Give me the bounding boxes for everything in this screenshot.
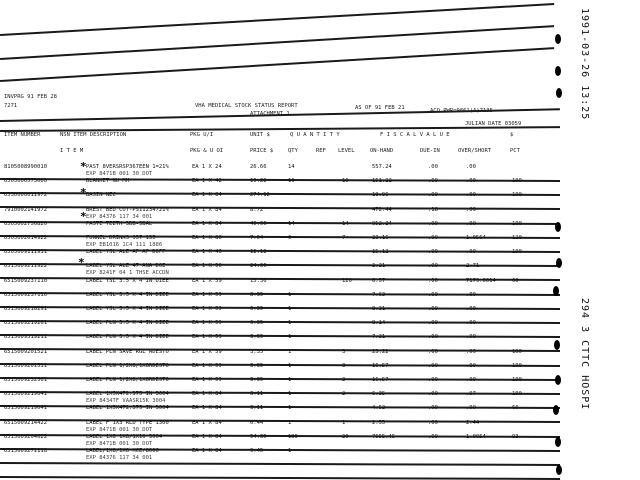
due-in-value: .00 bbox=[428, 320, 438, 327]
item-description: LABEL YSL 3.5 X 4 IN DIEE bbox=[86, 277, 169, 284]
rule-line bbox=[0, 363, 560, 367]
on-hand-value: 557.24 bbox=[372, 164, 392, 170]
quantity: 1 bbox=[288, 320, 292, 327]
over-short-value: .00 bbox=[466, 306, 476, 312]
feed-hole bbox=[553, 286, 559, 296]
quantity: 135 bbox=[288, 433, 298, 440]
unit-price: 3.35 bbox=[250, 362, 264, 369]
percent: 60 bbox=[512, 405, 519, 412]
on-hand-value: 151.22 bbox=[372, 178, 392, 185]
item-number: 6515009319211 bbox=[4, 334, 48, 341]
package-unit: EA 1 X 59 bbox=[192, 320, 222, 327]
rule-line bbox=[0, 334, 560, 341]
item-description: LABEL PLN 1/2X8/1X8RDESTO bbox=[86, 377, 169, 383]
column-header: PKG U/I bbox=[190, 132, 214, 138]
item-number: 6515009204622 bbox=[4, 433, 48, 440]
due-in-value: .00 bbox=[428, 362, 438, 369]
over-short-value: .00 bbox=[466, 192, 476, 199]
column-header: UNIT $ bbox=[250, 132, 270, 138]
report-id: INVPRG 91 FEB 28 bbox=[4, 94, 57, 100]
due-in-value: .00 bbox=[428, 164, 438, 170]
item-description: LABEL 1X5X472.375 IN 3004 bbox=[86, 405, 169, 412]
item-number: 6515009219041 bbox=[4, 405, 48, 412]
item-description: LABEL PLN SAVE RGL ADESTO bbox=[86, 348, 169, 355]
on-hand-value: 7.63 bbox=[372, 291, 386, 298]
over-short-value: .00 bbox=[466, 206, 476, 213]
item-number: 8105008990010 bbox=[4, 164, 48, 170]
item-number: 6515009232501 bbox=[4, 377, 48, 383]
percent: 93 bbox=[512, 433, 519, 440]
percent: 100 bbox=[512, 391, 522, 398]
code-stamp: 294 3 CTTC HOSPI bbox=[579, 298, 590, 411]
level: 3 bbox=[342, 348, 346, 355]
unit-price: 8.72 bbox=[250, 206, 264, 213]
over-short-value: .00 bbox=[466, 334, 476, 341]
report-title: VHA MEDICAL STOCK STATUS REPORT bbox=[195, 103, 298, 109]
rule-line bbox=[0, 348, 560, 352]
column-header: ITEM NUMBER bbox=[4, 132, 41, 138]
unit-price: 3.35 bbox=[250, 334, 264, 341]
column-header: Q U A N T I T Y bbox=[290, 132, 340, 138]
over-short-value: 1.0564 bbox=[466, 235, 486, 241]
due-in-value: .00 bbox=[428, 377, 438, 383]
on-hand-value: 7.31 bbox=[372, 334, 386, 341]
item-description: LABEL YSL ALE 47 ANA DOE bbox=[86, 263, 166, 270]
quantity: 1 bbox=[288, 348, 292, 355]
package-unit: EA 1 X 84 bbox=[192, 206, 222, 213]
over-short-value: .07 bbox=[466, 391, 476, 398]
quantity: 14 bbox=[288, 220, 295, 227]
on-hand-value: 16.57 bbox=[372, 377, 389, 383]
handwritten-mark: * bbox=[80, 210, 87, 223]
level: 14 bbox=[342, 220, 349, 227]
feed-hole bbox=[555, 375, 561, 385]
package-unit: EA 1 X 59 bbox=[192, 348, 222, 355]
unit-price: 3.11 bbox=[250, 391, 264, 398]
over-short-value: .00 bbox=[466, 377, 476, 383]
item-number: 6530000611972 bbox=[4, 192, 48, 199]
column-header: DUE-IN bbox=[420, 148, 440, 154]
on-hand-value: 8.14 bbox=[372, 320, 386, 327]
package-unit: EA 1 X 59 bbox=[192, 362, 222, 369]
item-description: BLANKET NU MM bbox=[86, 178, 130, 185]
item-sub-description: EXP 8241F 04 1 THSE ACCDN bbox=[86, 270, 169, 277]
rule-line bbox=[0, 405, 560, 412]
item-sub-description: EXP 8471B 001 30 DOT bbox=[86, 171, 153, 177]
column-header: F I S C A L V A L U E bbox=[380, 132, 450, 138]
percent: 100 bbox=[512, 249, 522, 256]
item-description: LABEL YSL 3.5 X 4 IN DIEE bbox=[86, 306, 169, 312]
unit-price: 3.35 bbox=[250, 377, 264, 383]
item-number: 6515009237110 bbox=[4, 291, 48, 298]
unit-price: 3.35 bbox=[250, 348, 264, 355]
percent: 100 bbox=[512, 377, 522, 383]
quantity: 1 bbox=[288, 391, 292, 398]
column-header: I T E M bbox=[60, 148, 84, 154]
item-number: 6515009218291 bbox=[4, 306, 48, 312]
column-header: LEVEL bbox=[338, 148, 355, 154]
due-in-value: .00 bbox=[428, 277, 438, 284]
rule-line bbox=[0, 476, 560, 480]
level: 2 bbox=[342, 391, 346, 398]
due-in-value: .00 bbox=[428, 433, 438, 440]
package-unit: EA 1 X 84 bbox=[192, 220, 222, 227]
package-unit: EA 1 X 24 bbox=[192, 164, 222, 170]
on-hand-value: 23.22 bbox=[372, 348, 389, 355]
due-in-value: .00 bbox=[428, 306, 438, 312]
rule-line bbox=[0, 448, 560, 452]
package-unit: EA 1 X 59 bbox=[192, 334, 222, 341]
item-number: 7910002141972 bbox=[4, 206, 48, 213]
over-short-value: .00 bbox=[466, 405, 476, 412]
rule-line bbox=[0, 320, 560, 327]
due-in-value: .00 bbox=[428, 220, 438, 227]
package-unit: EA 1 X 86 bbox=[192, 235, 222, 241]
due-in-value: .00 bbox=[428, 348, 438, 355]
due-in-value: .00 bbox=[428, 192, 438, 199]
item-number: 6515009271118 bbox=[4, 448, 48, 454]
on-hand-value: 7655.45 bbox=[372, 433, 396, 440]
report-sub-id: 7271 bbox=[4, 103, 18, 109]
column-header: PKG & U OI bbox=[190, 148, 224, 154]
package-unit: EA 1 X 84 bbox=[192, 448, 222, 454]
item-description: BASIN NEC bbox=[86, 192, 116, 199]
feed-hole bbox=[555, 66, 561, 76]
over-short-value: 1.0054 bbox=[466, 433, 486, 440]
item-number: 6505002614922 bbox=[4, 235, 48, 241]
percent: 100 bbox=[512, 220, 522, 227]
column-header: OVER/SHORT bbox=[458, 148, 492, 154]
due-in-value: .00 bbox=[428, 334, 438, 341]
item-sub-description: EXP 8471B 001 30 DOT bbox=[86, 440, 153, 447]
level: 7 bbox=[342, 235, 346, 241]
item-description: BREST BED COT-PS11234721% bbox=[86, 206, 169, 213]
on-hand-value: 16.57 bbox=[372, 362, 389, 369]
unit-price: 15.36 bbox=[250, 277, 267, 284]
report-subtitle: ATTACHMENT 1 bbox=[250, 111, 290, 117]
feed-hole bbox=[553, 405, 559, 415]
item-description: LABEL YSL 3.5 X 4 IN DIEE bbox=[86, 291, 169, 298]
due-in-value: .18 bbox=[428, 206, 438, 213]
feed-hole bbox=[554, 340, 560, 350]
item-number: 6505009111931 bbox=[4, 249, 48, 256]
item-description: LABEL/1X8/1X8 HCE/8006 bbox=[86, 448, 159, 454]
report-acq: ACQ PWR=9861(A)7135 bbox=[430, 108, 493, 114]
column-header: NSN ITEM DESCRIPTION bbox=[60, 132, 127, 138]
package-unit: EA 1 X 84 bbox=[192, 433, 222, 440]
over-short-value: .00 bbox=[466, 220, 476, 227]
date-stamp: 1991-03-26 13:25 bbox=[579, 8, 590, 121]
quantity: 1 bbox=[288, 291, 292, 298]
item-sub-description: EXP EB1016 1C4 111 1886 bbox=[86, 242, 163, 248]
handwritten-mark: * bbox=[80, 160, 87, 173]
unit-price: 12.12 bbox=[250, 249, 267, 256]
due-in-value: .00 bbox=[428, 235, 438, 241]
item-number: 6505006573000 bbox=[4, 178, 48, 185]
column-header: PCT bbox=[510, 148, 520, 154]
percent: 100 bbox=[512, 192, 522, 199]
due-in-value: .00 bbox=[428, 291, 438, 298]
item-description: LABEL PLN 3.5 X 4 IN DIEE bbox=[86, 320, 169, 327]
over-short-value: .00 bbox=[466, 348, 476, 355]
rule-line bbox=[0, 292, 560, 296]
unit-price: 6.35 bbox=[250, 306, 264, 312]
unit-price: 8.35 bbox=[250, 291, 264, 298]
on-hand-value: 6.57 bbox=[372, 277, 386, 284]
percent: 100 bbox=[512, 348, 522, 355]
level: 120 bbox=[342, 277, 352, 284]
rule-line bbox=[0, 391, 560, 398]
unit-price: 7.04 bbox=[250, 235, 264, 241]
package-unit: EA 1 X 46 bbox=[192, 249, 222, 256]
unit-price: 54.35 bbox=[250, 433, 267, 440]
on-hand-value: 472.44 bbox=[372, 206, 392, 213]
item-sub-description: EXP 84376 117 34 001 bbox=[86, 213, 153, 220]
item-description: LABEL PLN 3.5 X 4 IN DIEE bbox=[86, 334, 169, 341]
column-header: QTY bbox=[288, 148, 298, 154]
percent: 60 bbox=[512, 277, 519, 284]
quantity: 1 bbox=[288, 405, 292, 412]
level: 2 bbox=[342, 377, 346, 383]
over-short-value: 2.44 bbox=[466, 419, 480, 426]
rule-line bbox=[0, 377, 560, 381]
rule-line bbox=[0, 306, 560, 310]
over-short-value: .00 bbox=[466, 178, 476, 185]
quantity: 6 bbox=[288, 235, 292, 241]
level: 3 bbox=[342, 362, 346, 369]
on-hand-value: 23.16 bbox=[372, 235, 389, 241]
over-short-value: .00 bbox=[466, 164, 476, 170]
due-in-value: .00 bbox=[428, 391, 438, 398]
on-hand-value: 15.12 bbox=[372, 249, 389, 256]
on-hand-value: 2.55 bbox=[372, 419, 386, 426]
due-in-value: .00 bbox=[428, 405, 438, 412]
level: 1 bbox=[342, 419, 346, 426]
quantity: 14 bbox=[288, 164, 295, 170]
unit-price: 46.66 bbox=[250, 220, 267, 227]
rule-line bbox=[0, 462, 560, 466]
handwritten-mark: * bbox=[78, 256, 85, 269]
unit-price: 274.12 bbox=[250, 192, 270, 199]
on-hand-value: 2.21 bbox=[372, 263, 386, 270]
item-number: 6515009211922 bbox=[4, 263, 48, 270]
feed-hole bbox=[555, 34, 561, 44]
item-number: 6515009237110 bbox=[4, 277, 48, 284]
item-sub-description: EXP 8434TF VAASR15K 3004 bbox=[86, 398, 166, 405]
package-unit: EA 1 X 42 bbox=[192, 178, 222, 185]
on-hand-value: 4.52 bbox=[372, 405, 386, 412]
unit-price: 3.11 bbox=[250, 405, 264, 412]
feed-hole bbox=[556, 258, 562, 268]
item-description: LABEL 1X8 1X8/1X10 3004 bbox=[86, 433, 163, 440]
on-hand-value: 6.35 bbox=[372, 391, 386, 398]
column-header: PRICE $ bbox=[250, 148, 274, 154]
due-in-value: .00 bbox=[428, 419, 438, 426]
over-short-value: 2.71 bbox=[466, 263, 480, 270]
unit-price: 24.36 bbox=[250, 263, 267, 270]
quantity: 1 bbox=[288, 448, 292, 454]
item-description: LABEL YSL ALE AP AP DOFF bbox=[86, 249, 166, 256]
over-short-value: .00 bbox=[466, 249, 476, 256]
feed-hole bbox=[555, 222, 561, 232]
percent: 120 bbox=[512, 235, 522, 241]
feed-hole bbox=[555, 437, 561, 447]
package-unit: EA 1 X 84 bbox=[192, 391, 222, 398]
item-sub-description: EXP 84376 117 34 001 bbox=[86, 455, 153, 461]
column-header: REF bbox=[316, 148, 326, 154]
package-unit: EA 1 X 84 bbox=[192, 192, 222, 199]
handwritten-mark: * bbox=[80, 186, 87, 199]
column-header: ON-HAND bbox=[370, 148, 394, 154]
report-as-of: AS OF 91 FEB 21 bbox=[355, 105, 405, 111]
due-in-value: .00 bbox=[428, 263, 438, 270]
quantity: 1 bbox=[288, 419, 292, 426]
rule-line bbox=[0, 178, 560, 185]
quantity: 1 bbox=[288, 306, 292, 312]
rule-line bbox=[0, 249, 560, 256]
package-unit: EA 1 X 59 bbox=[192, 377, 222, 383]
quantity: 1 bbox=[288, 334, 292, 341]
due-in-value: .00 bbox=[428, 249, 438, 256]
level: 16 bbox=[342, 178, 349, 185]
unit-price: 19.22 bbox=[250, 178, 267, 185]
over-short-value: .00 bbox=[466, 362, 476, 369]
quantity: 16 bbox=[288, 178, 295, 185]
on-hand-value: 952.24 bbox=[372, 220, 392, 227]
quantity: 1 bbox=[288, 377, 292, 383]
on-hand-value: 8.31 bbox=[372, 306, 386, 312]
package-unit: EA 1 X 84 bbox=[192, 419, 222, 426]
unit-price: 9.45 bbox=[250, 448, 264, 454]
item-description: LABEL 1X5X472.375 IN 3004 bbox=[86, 391, 169, 398]
package-unit: EA 1 X 59 bbox=[192, 277, 222, 284]
unit-price: 6.35 bbox=[250, 320, 264, 327]
item-number: 6515009201531 bbox=[4, 362, 48, 369]
item-number: 6515009219041 bbox=[4, 391, 48, 398]
due-in-value: .00 bbox=[428, 178, 438, 185]
item-number: 6515009214422 bbox=[4, 419, 48, 426]
over-short-value: .00 bbox=[466, 320, 476, 327]
unit-price: 26.66 bbox=[250, 164, 267, 170]
item-number: 6505002756820 bbox=[4, 220, 48, 227]
item-description: FUNNEL DRINKS 957 135 bbox=[86, 235, 156, 241]
item-number: 6515009201521 bbox=[4, 348, 48, 355]
item-description: LABEL PLN 1/2X8/1X8RDESTO bbox=[86, 362, 169, 369]
item-number: 6515009219201 bbox=[4, 320, 48, 327]
item-description: PAST 8VERSRSP367EEN 1=21% bbox=[86, 164, 169, 170]
column-header: $ bbox=[510, 132, 514, 138]
package-unit: EA 1 X 59 bbox=[192, 306, 222, 312]
unit-price: 6.44 bbox=[250, 419, 264, 426]
package-unit: EA 1 X 84 bbox=[192, 405, 222, 412]
item-sub-description: EXP 8471B 001 30 DOT bbox=[86, 426, 153, 433]
level: 20 bbox=[342, 433, 349, 440]
quantity: 1 bbox=[288, 362, 292, 369]
package-unit: EA 1 X 50 bbox=[192, 263, 222, 270]
over-short-value: .00 bbox=[466, 291, 476, 298]
report-julian: JULIAN DATE 03059 bbox=[465, 121, 522, 127]
over-short-value: 7179.6014 bbox=[466, 277, 496, 284]
percent: 100 bbox=[512, 362, 522, 369]
percent: 100 bbox=[512, 178, 522, 185]
item-description: LABEL F 1X3 RLD TYPE 1300 bbox=[86, 419, 169, 426]
item-description: PASTE TEETH 3BB-3BAL bbox=[86, 220, 153, 227]
feed-hole bbox=[556, 465, 562, 475]
feed-hole bbox=[556, 88, 562, 98]
on-hand-value: 18.96 bbox=[372, 192, 389, 199]
package-unit: EA 1 X 59 bbox=[192, 291, 222, 298]
